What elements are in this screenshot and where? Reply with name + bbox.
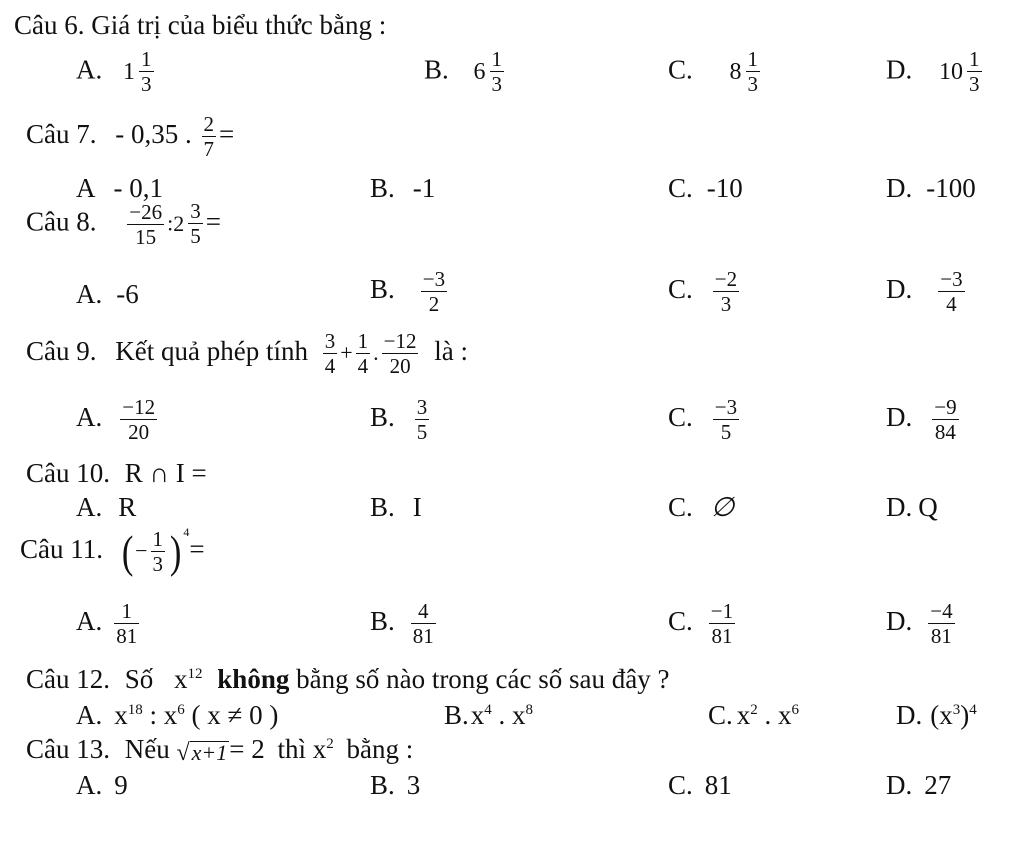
fraction-denominator: 3 bbox=[720, 292, 732, 317]
fraction-numerator: −3 bbox=[714, 395, 738, 419]
fraction-numerator: −3 bbox=[422, 267, 446, 291]
option-letter: D. bbox=[886, 273, 913, 304]
option-letter: B. bbox=[424, 54, 449, 85]
right-paren: ) bbox=[169, 525, 182, 577]
q12-option-b[interactable] bbox=[444, 702, 533, 729]
fraction-numerator: −1 bbox=[710, 599, 734, 623]
fraction-denominator: 2 bbox=[428, 292, 440, 317]
mixed-whole: 6 bbox=[473, 58, 486, 85]
variable-x: x bbox=[512, 700, 526, 730]
option-letter: A bbox=[76, 173, 96, 203]
question-9-text: Kết quả phép tính bbox=[115, 335, 308, 366]
q13-option-b[interactable] bbox=[370, 772, 420, 799]
equals-sign: = bbox=[205, 206, 221, 237]
q6-option-d[interactable] bbox=[886, 48, 985, 95]
option-letter: D. bbox=[886, 54, 913, 85]
question-10 bbox=[26, 460, 207, 487]
q7-option-b[interactable] bbox=[370, 175, 435, 202]
operator: . bbox=[757, 700, 779, 730]
q9-option-b[interactable] bbox=[370, 396, 432, 443]
q13-option-a[interactable] bbox=[76, 772, 128, 799]
option-letter: A. bbox=[76, 605, 103, 636]
fraction-numerator: −9 bbox=[934, 395, 957, 419]
q10-option-b[interactable] bbox=[370, 494, 422, 521]
fraction-denominator: 84 bbox=[934, 420, 956, 445]
fraction-numerator: 1 bbox=[114, 600, 139, 624]
fraction-numerator: 1 bbox=[141, 47, 152, 71]
option-letter: B. bbox=[370, 273, 395, 304]
fraction-denominator: 3 bbox=[747, 72, 759, 97]
exponent: 4 bbox=[484, 702, 492, 718]
option-letter: D. bbox=[886, 770, 913, 800]
option-letter: A. bbox=[76, 700, 103, 730]
question-11-label: Câu 11. bbox=[20, 533, 103, 564]
q12-option-a[interactable] bbox=[76, 702, 278, 729]
option-value: -1 bbox=[412, 173, 436, 203]
fraction-numerator: 3 bbox=[190, 199, 201, 223]
option-value: I bbox=[412, 492, 422, 522]
exponent: 12 bbox=[187, 666, 203, 682]
exponent: 2 bbox=[326, 736, 334, 752]
fraction-denominator: 5 bbox=[416, 420, 428, 445]
option-value: - 0,1 bbox=[113, 173, 163, 203]
exponent: 2 bbox=[750, 702, 758, 718]
exponent: 4 bbox=[183, 524, 190, 539]
option-letter: A. bbox=[76, 401, 103, 432]
mixed-whole: 2 bbox=[173, 210, 185, 236]
left-paren: ( bbox=[121, 525, 134, 577]
question-13-label: Câu 13. bbox=[26, 734, 110, 764]
option-letter: B. bbox=[370, 492, 395, 522]
option-letter: C. bbox=[668, 605, 693, 636]
q9-option-c[interactable] bbox=[668, 396, 742, 443]
option-letter: B. bbox=[370, 401, 395, 432]
empty-set-symbol: ∅ bbox=[710, 492, 735, 522]
q11-option-b[interactable] bbox=[370, 600, 439, 647]
fraction-denominator: 4 bbox=[946, 292, 957, 317]
q9-option-d[interactable] bbox=[886, 396, 962, 443]
equation-rhs: = 2 bbox=[229, 734, 265, 764]
divide-sign: : bbox=[167, 210, 174, 236]
option-letter: C. bbox=[668, 173, 693, 203]
fraction-numerator: 3 bbox=[416, 395, 428, 419]
option-letter: C. bbox=[708, 700, 733, 730]
operator: : bbox=[142, 700, 164, 730]
option-value: 27 bbox=[924, 770, 952, 800]
fraction-denominator: 4 bbox=[324, 354, 336, 379]
question-9 bbox=[26, 330, 468, 377]
exponent: 4 bbox=[969, 702, 977, 718]
minus-sign: − bbox=[135, 537, 148, 563]
option-value: 81 bbox=[704, 770, 732, 800]
fraction-denominator: 3 bbox=[969, 72, 980, 97]
option-letter: A. bbox=[76, 492, 103, 522]
question-12-word: Số bbox=[124, 664, 154, 694]
fraction-numerator: 1 bbox=[491, 47, 503, 71]
option-letter: B. bbox=[370, 605, 395, 636]
fraction-denominator: 3 bbox=[152, 552, 163, 577]
question-7-expression: - 0,35 . bbox=[115, 118, 192, 149]
q10-option-d[interactable] bbox=[886, 494, 938, 521]
question-9-suffix: là : bbox=[434, 335, 468, 366]
option-value: R bbox=[118, 492, 137, 522]
option-letter: A. bbox=[76, 279, 103, 309]
option-value: 9 bbox=[114, 770, 128, 800]
q6-option-b[interactable] bbox=[424, 48, 507, 95]
fraction-numerator: −26 bbox=[129, 199, 163, 224]
option-letter: A. bbox=[76, 770, 103, 800]
variable-x: x bbox=[114, 700, 128, 730]
q13-option-c[interactable] bbox=[668, 772, 732, 799]
fraction-numerator: −2 bbox=[714, 267, 738, 291]
option-letter: D. bbox=[886, 401, 913, 432]
question-7 bbox=[26, 113, 234, 160]
fraction-denominator: 81 bbox=[711, 624, 733, 649]
option-letter: C. bbox=[668, 770, 693, 800]
fraction-denominator: 20 bbox=[389, 354, 411, 379]
option-letter: B. bbox=[444, 700, 469, 730]
option-letter: D. bbox=[886, 605, 913, 636]
right-paren: ) bbox=[960, 700, 970, 730]
option-letter: B. bbox=[370, 173, 395, 203]
question-9-label: Câu 9. bbox=[26, 335, 97, 366]
q11-option-c[interactable] bbox=[668, 600, 738, 647]
q8-option-b[interactable] bbox=[370, 268, 450, 315]
q6-option-c[interactable] bbox=[668, 48, 763, 95]
power-base: (x bbox=[930, 700, 953, 730]
question-12 bbox=[26, 666, 669, 693]
fraction-numerator: −4 bbox=[930, 599, 953, 623]
multiply-dot: . bbox=[373, 339, 379, 365]
question-6-label: Câu 6. Giá trị của biểu thức bằng : bbox=[14, 10, 387, 40]
q8-option-c[interactable] bbox=[668, 268, 742, 315]
mixed-whole: 10 bbox=[939, 58, 963, 85]
radicand: x+1 bbox=[191, 740, 228, 766]
fraction-denominator: 20 bbox=[128, 420, 150, 445]
option-letter: C. bbox=[668, 54, 693, 85]
fraction-denominator: 81 bbox=[116, 624, 138, 649]
option-letter: B. bbox=[370, 770, 395, 800]
question-13-then: thì x bbox=[277, 734, 327, 764]
option-value: 3 bbox=[406, 770, 421, 800]
option-value: -6 bbox=[116, 279, 139, 309]
option-letter: C. bbox=[668, 401, 693, 432]
q10-option-a[interactable] bbox=[76, 494, 136, 521]
q10-option-c[interactable] bbox=[668, 494, 734, 521]
fraction-numerator: −12 bbox=[383, 329, 417, 353]
q7-option-c[interactable] bbox=[668, 175, 743, 202]
variable-x: x bbox=[778, 700, 792, 730]
fraction-numerator: 1 bbox=[357, 329, 369, 353]
fraction-denominator: 3 bbox=[141, 72, 152, 97]
question-13 bbox=[26, 736, 413, 765]
exponent: 8 bbox=[525, 702, 534, 718]
q12-option-d[interactable] bbox=[896, 702, 977, 729]
fraction-denominator: 4 bbox=[357, 354, 369, 379]
fraction-numerator: 1 bbox=[747, 47, 759, 71]
fraction-denominator: 15 bbox=[135, 224, 157, 249]
q12-option-c[interactable] bbox=[708, 702, 799, 729]
option-letter: D. bbox=[886, 173, 913, 203]
exponent: 3 bbox=[952, 702, 961, 718]
fraction-denominator: 3 bbox=[491, 72, 503, 97]
fraction-denominator: 5 bbox=[720, 420, 732, 445]
operator: . bbox=[491, 700, 513, 730]
q8-option-a[interactable] bbox=[76, 281, 139, 308]
question-12-text: bằng số nào trong các số sau đây ? bbox=[296, 664, 670, 694]
fraction-numerator: −12 bbox=[122, 395, 156, 419]
exponent: 6 bbox=[791, 702, 800, 718]
question-13-text: Nếu bbox=[124, 734, 170, 764]
option-value: -10 bbox=[706, 173, 743, 203]
option-value: Q bbox=[918, 492, 938, 522]
square-root bbox=[176, 738, 229, 765]
q7-option-a[interactable] bbox=[76, 175, 163, 202]
question-10-expression: R ∩ I = bbox=[124, 458, 207, 488]
question-7-label: Câu 7. bbox=[26, 118, 97, 149]
equals-sign: = bbox=[219, 118, 235, 149]
plus-sign: + bbox=[340, 339, 353, 365]
fraction-numerator: 2 bbox=[203, 112, 214, 136]
exponent: 6 bbox=[177, 702, 185, 718]
fraction-denominator: 81 bbox=[412, 624, 434, 649]
fraction-denominator: 5 bbox=[190, 224, 201, 249]
q11-option-d[interactable] bbox=[886, 600, 958, 647]
fraction-numerator: 1 bbox=[152, 527, 163, 551]
q6-option-a[interactable] bbox=[76, 48, 157, 95]
q7-option-d[interactable] bbox=[886, 175, 976, 202]
fraction-numerator: 1 bbox=[969, 47, 980, 71]
option-letter: A. bbox=[76, 54, 103, 85]
condition: ( x ≠ 0 ) bbox=[184, 700, 279, 730]
exponent: 18 bbox=[127, 702, 143, 718]
q11-option-a[interactable] bbox=[76, 600, 142, 647]
question-8 bbox=[26, 200, 221, 248]
q8-option-d[interactable] bbox=[886, 268, 968, 315]
mixed-whole: 8 bbox=[729, 58, 742, 85]
question-11 bbox=[20, 524, 205, 577]
question-13-suffix: bằng : bbox=[346, 734, 414, 764]
fraction-numerator: 4 bbox=[411, 600, 436, 624]
fraction-numerator: 3 bbox=[324, 329, 336, 353]
option-letter: C. bbox=[668, 492, 693, 522]
radical-sign-icon: √ bbox=[176, 740, 190, 767]
variable-x: x bbox=[163, 700, 178, 730]
emphasis-text: không bbox=[217, 664, 290, 694]
variable-x: x bbox=[174, 664, 188, 694]
variable-x: x bbox=[736, 700, 751, 730]
fraction-denominator: 81 bbox=[930, 624, 952, 649]
question-8-label: Câu 8. bbox=[26, 206, 97, 237]
option-letter: D. bbox=[896, 700, 923, 730]
question-10-label: Câu 10. bbox=[26, 458, 110, 488]
variable-x: x bbox=[470, 700, 485, 730]
option-value: -100 bbox=[926, 173, 976, 203]
fraction-numerator: −3 bbox=[940, 267, 963, 291]
question-12-label: Câu 12. bbox=[26, 664, 110, 694]
q9-option-a[interactable] bbox=[76, 396, 160, 443]
option-letter: C. bbox=[668, 273, 693, 304]
option-letter: D. bbox=[886, 492, 913, 522]
q13-option-d[interactable] bbox=[886, 772, 951, 799]
fraction-denominator: 7 bbox=[203, 137, 214, 162]
equals-sign: = bbox=[189, 533, 205, 564]
mixed-whole: 1 bbox=[123, 58, 135, 85]
